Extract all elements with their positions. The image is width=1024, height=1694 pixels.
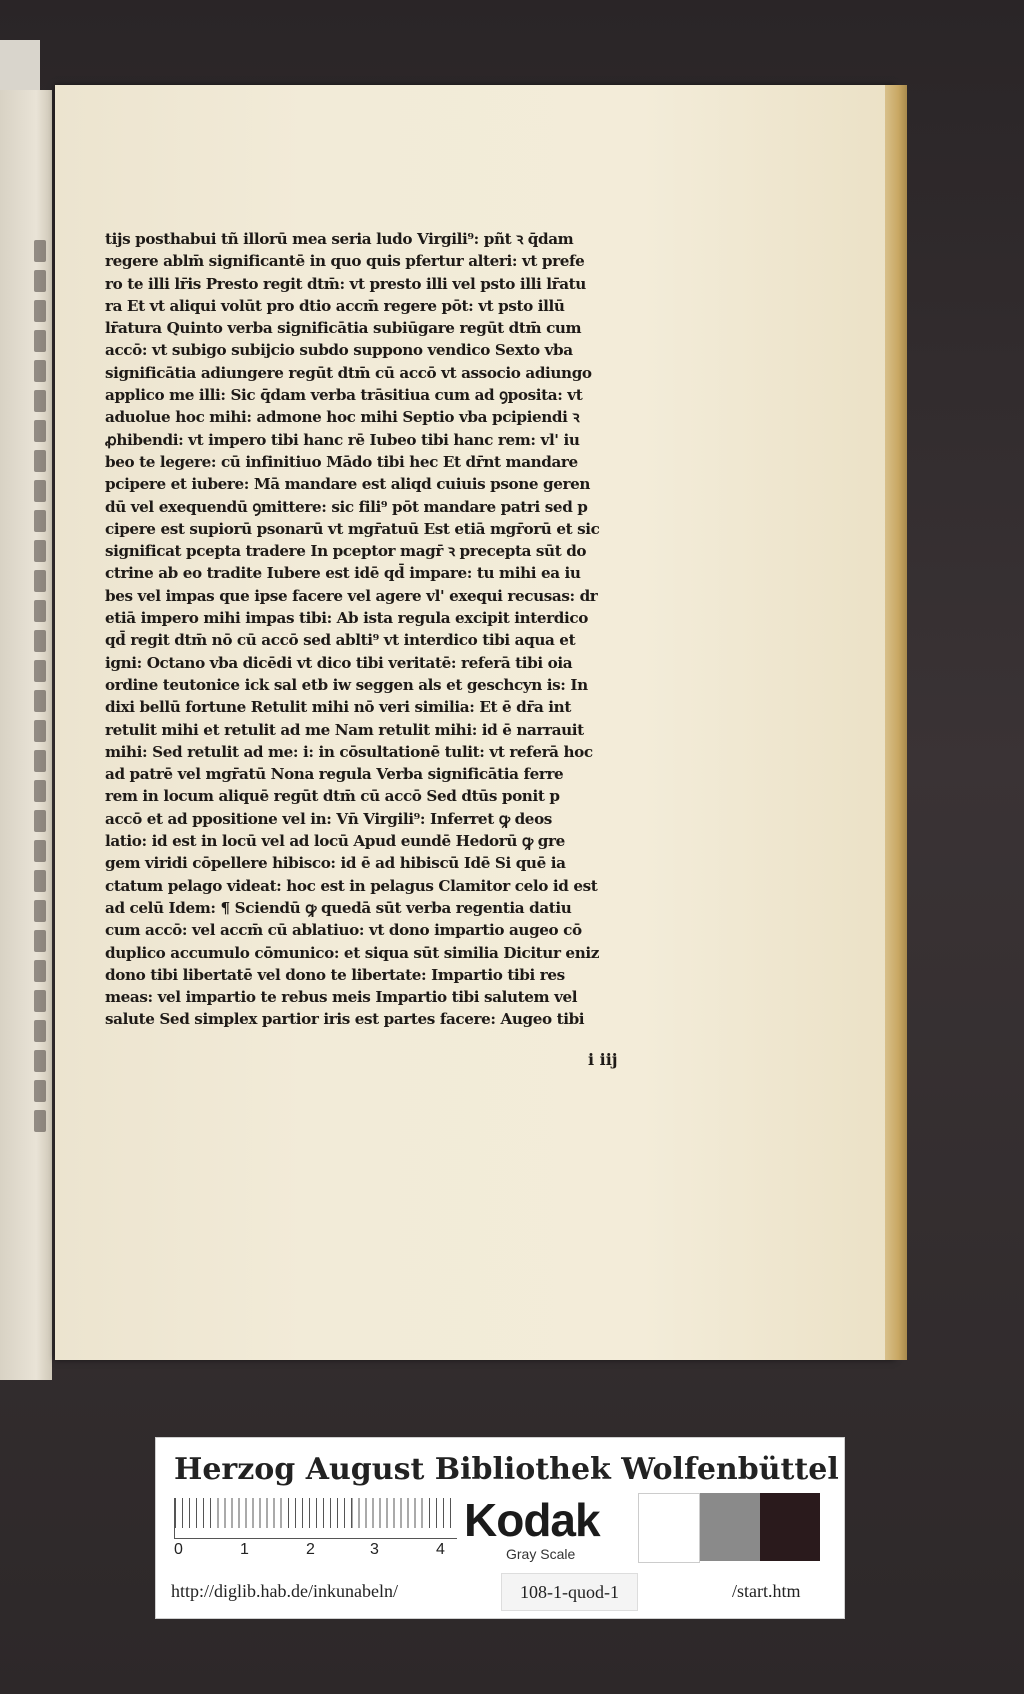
text-line: dono tibi libertatē vel dono te libertate: Impartio tibi res: [105, 965, 565, 984]
swatch-black: [760, 1493, 820, 1561]
ruler-label: 4: [436, 1541, 445, 1558]
text-line: ꝓhibendi: vt impero tibi hanc rē Iubeo tibi hanc rem: vl' iu: [105, 430, 580, 449]
text-line: rem in locum aliquē regūt dtm̄ cū accō Sed dtūs ponit p: [105, 787, 560, 806]
ruler-labels: [174, 1541, 464, 1561]
kodak-logo: Kodak: [464, 1494, 600, 1546]
text-line: ad patrē vel mgr̄atū Nona regula Verba significātia ferre: [105, 765, 564, 784]
text-line: aduolue hoc mihi: admone hoc mihi Septio vba pcipiendi ꝛ: [105, 408, 580, 427]
page-edge: [885, 85, 907, 1360]
text-line: dixi bellū fortune Retulit mihi nō veri similia: Et ē dr̄a int: [105, 698, 571, 717]
text-line: etiā impero mihi impas tibi: Ab ista regula excipit interdico: [105, 609, 588, 628]
ruler-label: 0: [174, 1541, 183, 1558]
text-line: accō et ad ppositione vel in: Vn̄ Virgili⁹: Inferret ꝙ deos: [105, 809, 552, 828]
text-line: beo te legere: cū infinitiuo Mādo tibi hec Et dr̄nt mandare: [105, 452, 578, 471]
url-suffix: /start.htm: [732, 1581, 801, 1601]
gray-swatches: [638, 1493, 820, 1561]
text-line: latio: id est in locū vel ad locū Apud eundē Hedorū ꝙ gre: [105, 832, 565, 851]
text-line: salute Sed simplex partior iris est partes facere: Augeo tibi: [105, 1010, 585, 1029]
text-line: retulit mihi et retulit ad me Nam retulit mihi: id ē narrauit: [105, 720, 584, 739]
page-text-block: [105, 228, 665, 1031]
text-line: lr̄atura Quinto verba significātia subiūgare regūt dtm̄ cum: [105, 319, 582, 338]
url-row: [156, 1573, 844, 1613]
left-facing-page: [0, 90, 52, 1380]
swatch-gray: [700, 1493, 760, 1561]
text-line: mihi: Sed retulit ad me: i: in cōsultationē tulit: vt referā hoc: [105, 742, 593, 761]
text-line: ad celū Idem: ¶ Sciendū ꝙ quedā sūt verba regentia datiu: [105, 898, 572, 917]
left-page-margin-text: [22, 240, 46, 1132]
text-line: tijs posthabui tñ illorū mea seria ludo Virgili⁹: pñt ꝛ q̄dam: [105, 230, 574, 248]
text-line: applico me illi: Sic q̄dam verba trāsitiua cum ad ꝯposita: vt: [105, 386, 583, 405]
text-line: ctrine ab eo tradite Iubere est idē qd̄ impare: tu mihi ea iu: [105, 564, 581, 583]
text-line: significat pcepta tradere In pceptor magr̄ ꝛ precepta sūt do: [105, 542, 587, 561]
ruler-label: 1: [240, 1541, 249, 1558]
text-line: ordine teutonice ick sal etb iw seggen als et geschcyn is: In: [105, 675, 588, 694]
library-title: Herzog August Bibliothek Wolfenbüttel: [174, 1452, 839, 1487]
url-prefix: http://diglib.hab.de/inkunabeln/: [171, 1581, 398, 1601]
text-line: duplico accumulo cōmunico: et siqua sūt similia Dicitur eniz: [105, 943, 599, 962]
swatch-white: [638, 1493, 700, 1563]
text-line: pcipere et iubere: Mā mandare est aliqd cuiuis psone geren: [105, 475, 591, 494]
text-line: gem viridi cōpellere hibisco: id ē ad hibiscū Idē Si quē ia: [105, 854, 566, 873]
text-line: accō: vt subigo subijcio subdo suppono vendico Sexto vba: [105, 341, 573, 360]
ruler-label: 2: [306, 1541, 315, 1558]
text-line: cipere est supiorū psonarū vt mgr̄atuū Est etiā mgr̄orū et sic: [105, 519, 600, 538]
text-line: qd̄ regit dtm̄ nō cū accō sed ablti⁹ vt interdico tibi aqua et: [105, 631, 576, 650]
ruler-label: 3: [370, 1541, 379, 1558]
text-line: dū vel exequendū ꝯmittere: sic fili⁹ pōt mandare patri sed p: [105, 497, 588, 516]
text-line: regere ablm̄ significantē in quo quis pfertur alteri: vt prefe: [105, 252, 585, 271]
shelfmark-id: 108-1-quod-1: [501, 1573, 638, 1611]
text-line: cum accō: vel accm̄ cū ablatiuo: vt dono impartio augeo cō: [105, 921, 582, 940]
scale-ruler: [174, 1498, 457, 1539]
text-line: significātia adiungere regūt dtm̄ cū accō vt associo adiungo: [105, 363, 592, 382]
text-line: ra Et vt aliqui volūt pro dtio accm̄ regere pōt: vt psto illū: [105, 296, 565, 315]
text-line: ctatum pelago videat: hoc est in pelagus Clamitor celo id est: [105, 876, 598, 895]
digitization-target-card: [155, 1437, 845, 1619]
text-line: igni: Octano vba dicēdi vt dico tibi veritatē: referā tibi oia: [105, 653, 573, 672]
text-line: bes vel impas que ipse facere vel agere vl' exequi recusas: dr: [105, 586, 598, 605]
text-line: meas: vel impartio te rebus meis Impartio tibi salutem vel: [105, 988, 578, 1007]
signature-mark: i iij: [588, 1050, 618, 1069]
text-line: ro te illi lr̄is Presto regit dtm̄: vt presto illi vel psto illi lr̄atu: [105, 274, 586, 293]
gray-scale-label: Gray Scale: [506, 1546, 576, 1562]
